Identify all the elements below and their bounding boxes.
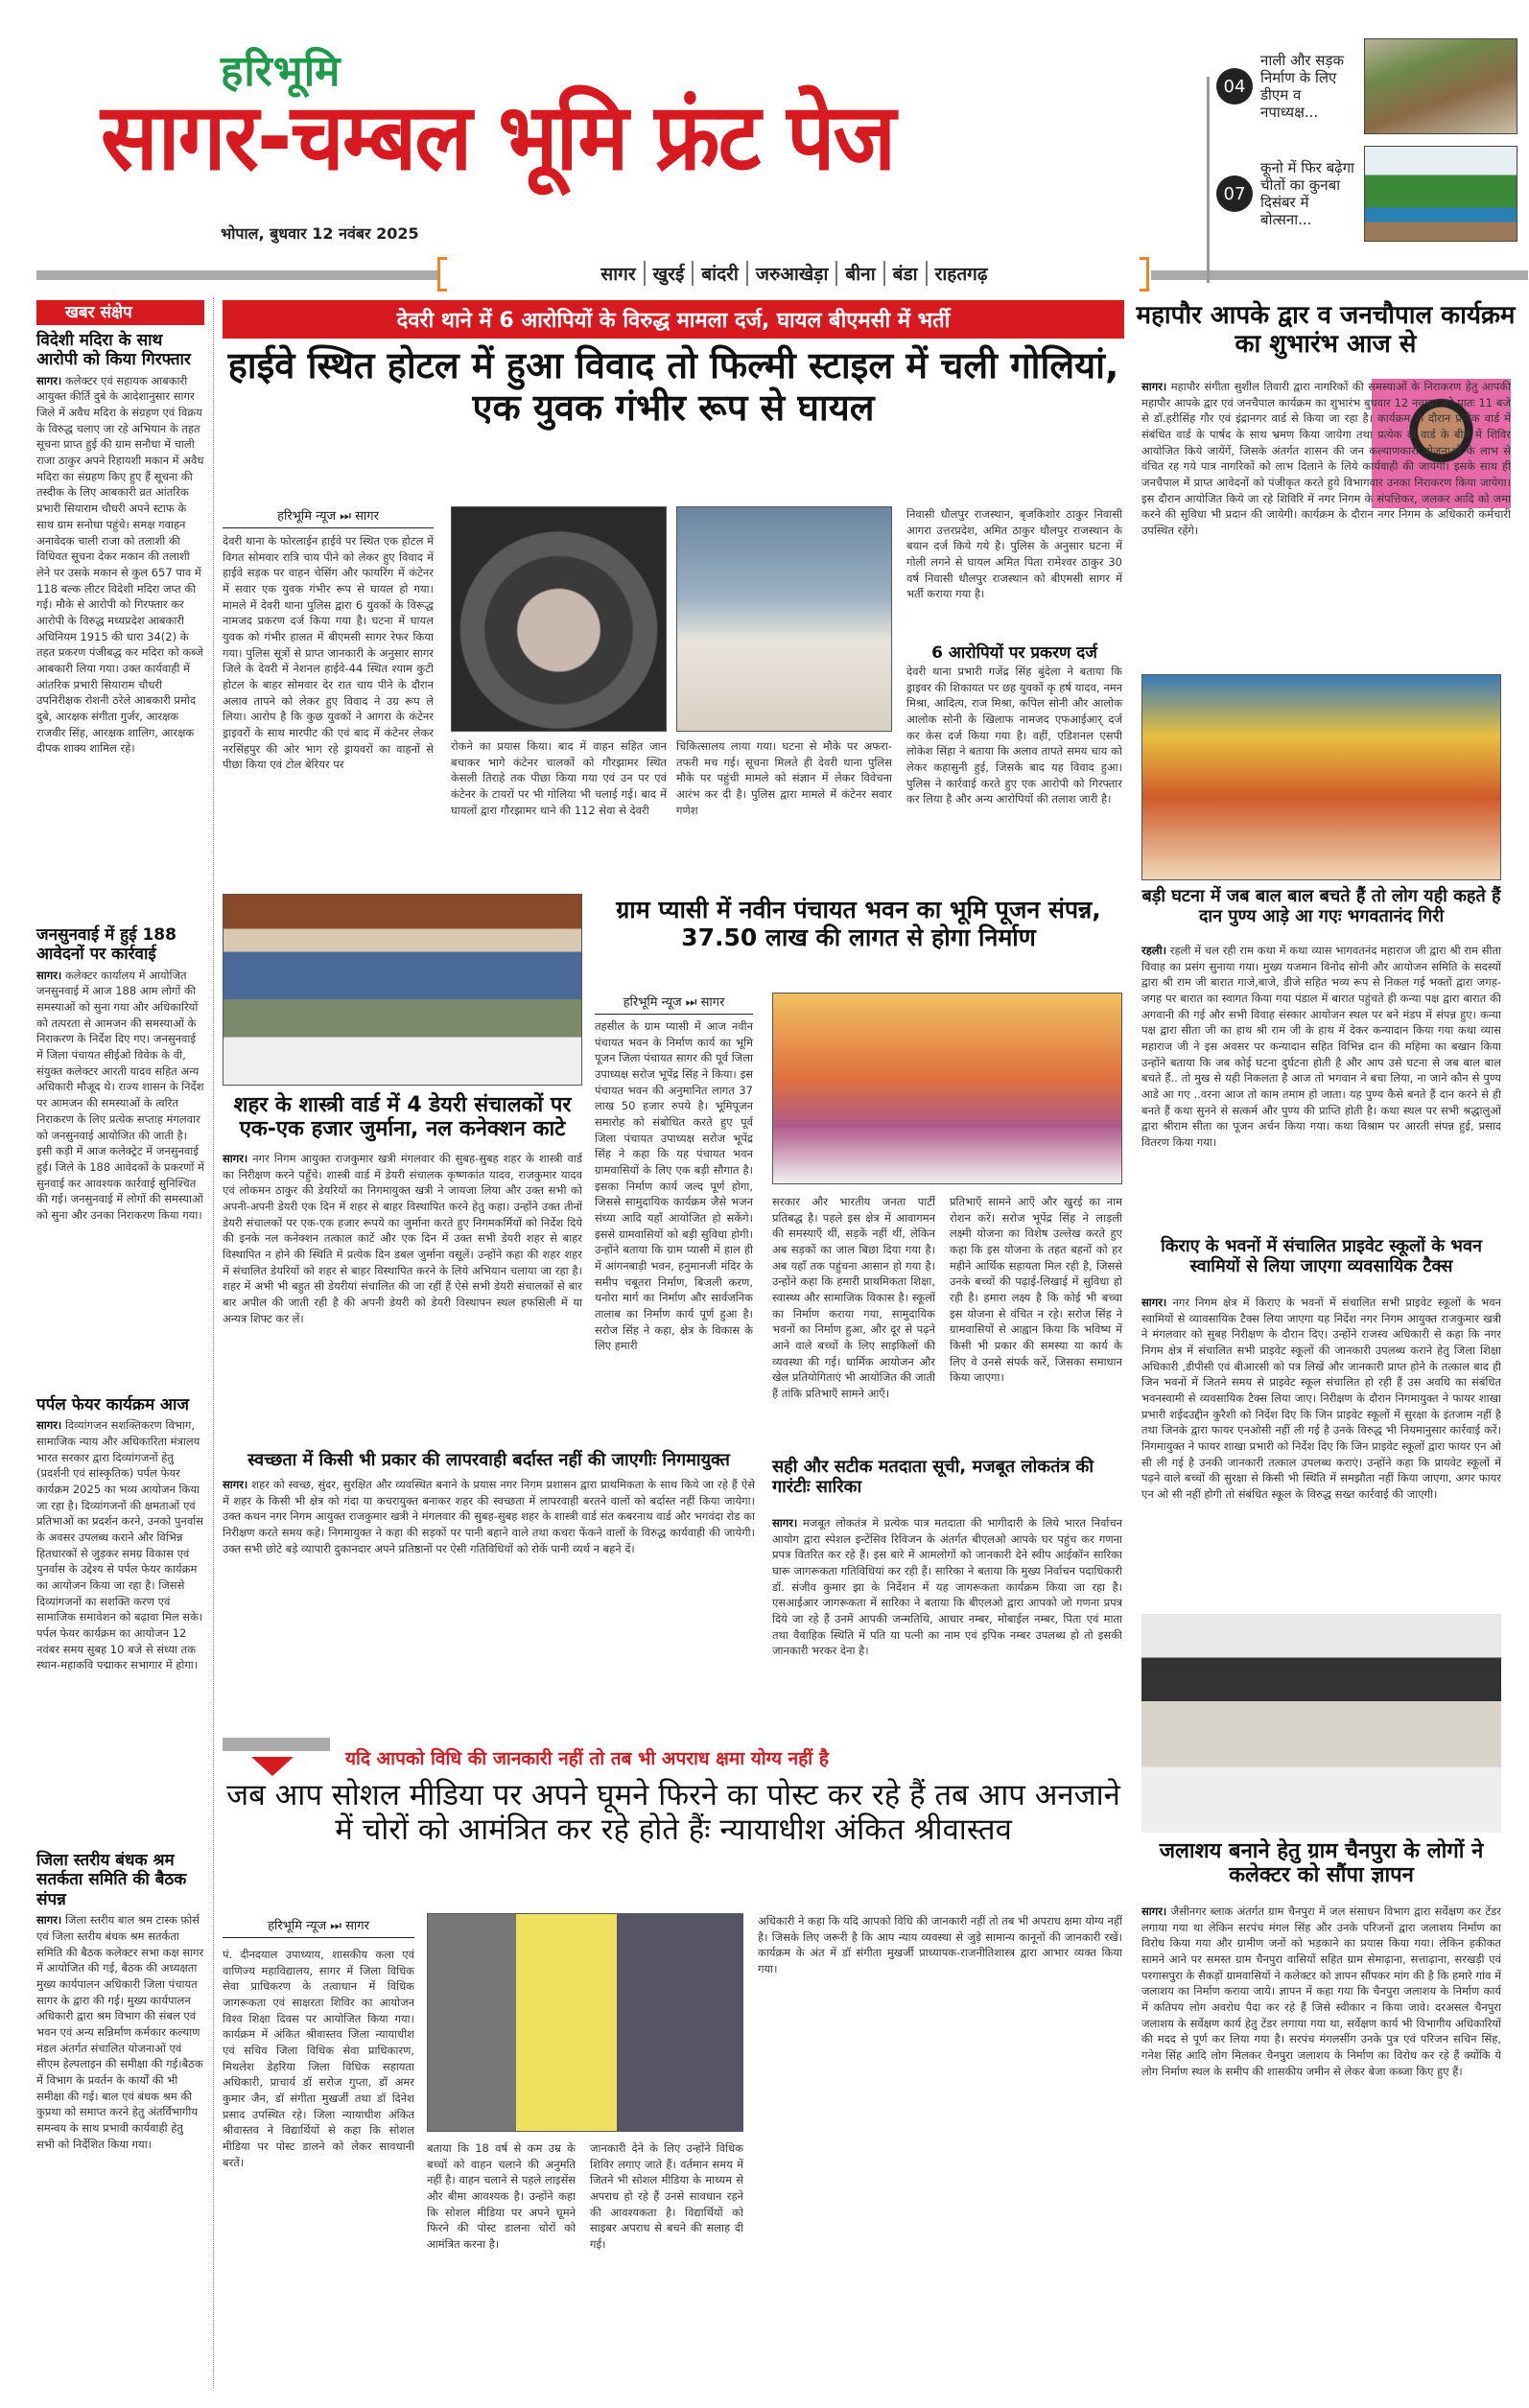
legal-byline: हरिभूमि न्यूज ⏭ सागर <box>223 1916 414 1938</box>
brief-body: सागर। कलेक्टर एवं सहायक आबकारी आयुक्त कीर्ति दुबे के आदेशानुसार सागर जिले में अवैध मदिरा के संग्रहण एवं विक्रय के विरुद्ध चलाए जा रहे अभियान के तहत सूचना प्राप्त हुई की ग्राम सनौधा में चाली राजा ठाकुर अपने रिहायशी मकान में अवैध मदिरा का संग्रहण किए हुए हैं सूचना की तस्दीक के लिए आबकारी व्रत आंतरिक प्रभारी सियाराम चौधरी अपने स्टाफ के साथ ग्राम सनोधा पहुंचे। समक्ष गवाहन अनावेदक चाली राजा को तलाशी की विधिवत सूचना देकर मकान की तलाशी लेने पर उसके मकान से कुल 657 पाव में 118 बल्क लीटर विदेशी मदिरा जप्त की गई। मौके से आरोपी को गिरफ्तार कर आरोपी के विरुद्ध मध्यप्रदेश आबकारी अधिनियम 1915 की धारा 34(2) के तहत प्रकरण पंजीबद्ध कर मदिरा को कब्जे आबकारी लिया गया। उक्त कार्यवाही में आंतरिक प्रभारी सियाराम चौधरी उपनिरीक्षक रोशनी ठरेले आबकारी प्रमोद दुबे, आरक्षक संगीता गुर्जर, आरक्षक राजवीर सिंह, आरक्षक शालिग, आरक्षक दीपक शाक्य शामिल रहे। <box>36 373 204 756</box>
brief-title: पर्पल फेयर कार्यक्रम आज <box>36 1395 190 1414</box>
brief-title: विदेशी मदिरा के साथ आरोपी को किया गिरफ्तार <box>36 331 191 370</box>
nav-link-sagar[interactable]: सागर <box>600 264 636 285</box>
page-number-badge: 04 <box>1216 68 1253 105</box>
swachhta-headline: स्वच्छता में किसी भी प्रकार की लापरवाही बर्दास्त नहीं की जाएगीः निगमायुक्त <box>247 1450 730 1470</box>
brief-bonded-labour <box>36 1851 204 2152</box>
brief-body: सागर। कलेक्टर कार्यालय में आयोजित जनसुनवाई में आज 188 आम लोगों की समस्याओं को सुना गया और अधिकारियों को तत्परता से आमजन की समस्याओं के निराकरण के निर्देश दिए गए। जनसुनवाई में जिला पंचायत सीईओ विवेक के वी, संयुक्त कलेक्टर आरती यादव सहित अन्य अधिकारी मौजूद थे। राज्य शासन के निर्देश पर आमजन की समस्याओं के त्वरित निराकरण के लिए प्रत्येक सप्ताह मंगलवार को जनसुनवाई आयोजित की जाती है। इसी कड़ी में आज कलेक्ट्रेट में जनसुनवाई हुई। जिले के 188 आवेदकों के प्रकरणों में सुनवाई कर आवश्यक कार्रवाई सुनिश्चित की गई। जनसुनवाई में लोगों की समस्याओं को सुना और उनका निराकरण किया गया। <box>36 968 204 1222</box>
mayor-body: सागर। महापौर संगीता सुशील तिवारी द्वारा नागरिकों की समस्याओं के निराकरण हेतु आपकी महापौर आपके द्वार एवं जनचैपाल कार्यक्रम का शुभारंभ बुधवार 12 नवम्बर को प्रातः 11 बजे से डॉ.हरीसिंह गौर एवं इंद्रानगर वार्ड से किया जा रहा है। कार्यक्रम के दौरान प्रत्येक वार्ड में संबंधित वार्ड के पार्षद के साथ भ्रमण किया जायेगा तथा प्रत्येक दो वार्ड के बीच में शिविर आयोजित किये जायेंगें, जिसके अंतर्गत शासन की जन कल्याणकारी योजनाओं के लाभ से वंचित रह गये पात्र नागरिकों को लाभ दिलाने के लिये कार्यवाही की जायेगी। इसके साथ ही जनचैपाल में प्राप्त आवेदनों को पंजीकृत करते हुये विभागवार उनका निराकरण किया जायेगा। इस दौरान आयोजित किये जा रहे शिविरि में नगर निगम के संपत्तिकर, जलकर आदि को जमा करने की सुविधा भी प्रदान की जायेगी। कार्यक्रम के दौरान नगर निगम के अधिकारी कर्मचारी उपस्थित रहेंगे। <box>1141 380 1511 538</box>
teaser-page-07[interactable] <box>1216 146 1517 242</box>
lead-body-col1: देवरी थाना के फोरलाईन हाईवे पर स्थित एक होटल में विगत सोमवार रात्रि चाय पीने को लेकर हुए विवाद में हाईवे सड़क पर वाहन चेसिंग और फायरिंग में कंटेनर में सवार एक युवक गंभीर रूप से घायल हो गया। मामले में देवरी थाना पुलिस द्वारा 6 युवकों के विरूद्ध नामजद प्रकरण दर्ज किया गया है। घटना में घायल युवक को गंभीर हालत में बीएमसी सागर रेफर किया गया। पुलिस सूत्रों से प्राप्त जानकारी के अनुसार सागर जिले के देवरी में नेशनल हाईवे-44 स्थित श्याम कुटी होटल के बाहर सोमवार देर रात चाय पीने के दौरान अलाव तापने को लेकर हुए विवाद ने उग्र रूप ले लिया। आरोप है कि कुछ युवकों ने आगरा के कंटेनर ड्राइवरों के साथ मारपीट की एवं बाद में कंटेनर लेकर नरसिंहपुर की ओर भाग रहे ड्रायवरों का वाहनों से पीछा किया एवं टोल बेरियर पर <box>223 534 434 772</box>
photo-damaged-tyre <box>451 506 667 732</box>
nav-link-jaruakheda[interactable]: जरुआखेड़ा <box>746 261 829 286</box>
legal-body-col3: जानकारी देने के लिए उन्होंने विधिक शिविर लगाए जाते हैं। वर्तमान समय में जितने भी सोशल मीडिया के माध्यम से अपराध हो रहे हैं उनसे सावधान रहने की आवश्यकता है। विद्यार्थियों को साइबर अपराध से बचने की सलाह दी गई। <box>590 2141 743 2252</box>
edition-nav <box>36 257 1475 292</box>
teaser-text: कूनो में फिर बढ़ेगा चीतों का कुनबा दिसंबर में बोत्सना... <box>1260 159 1354 228</box>
dairy-body: सागर। नगर निगम आयुक्त राजकुमार खत्री मंगलवार की सुबह-सुबह शहर के शास्त्री वार्ड का निरीक्षण करने पहुँचे। शास्त्री वार्ड में डेयरी संचालक कृष्णकांत यादव, राजकुमार यादव एवं लोकमन ठाकुर की डेयरियों का निगमायुक्त खत्री ने जायजा लिया और उक्त सभी को अपनी-अपनी डेयरी एक दिन में शहर से बाहर विस्थापित करने हेतु कहा। उन्होंने उक्त तीनों डेयरी संचालकों पर एक-एक हजार रूपये का जुर्माना करते हुए निगमकर्मियों को निर्देश दिये की इनके नल कनेक्शन तत्काल काटें और एक दिन में उक्त सभी डेयरी शहर से बाहर विस्थापित न होने की स्थिति में प्रत्येक दिन डबल जुर्माना वसूलें। उन्होंने कहा की शहर शहर में संचालित डेयरियों को शहर से बाहर विस्थापित करने के लिये अभियान चलाया जा रहा है। शहर में अभी भी बहुत सी डेयरीयां संचालित की जा रहीं हैं ऐसे सभी डेयरी संचालकों से बार बार अपील की जाती रही है की अपनी डेयरी को डेयरी विस्थापन स्थल हफसिली में या अन्यत्र शिफ्ट कर लें। <box>223 1152 582 1325</box>
briefs-section-tag: खबर संक्षेप <box>36 300 204 325</box>
brief-title: जिला स्तरीय बंधक श्रम सतर्कता समिति की बैठक संपन्न <box>36 1851 187 1909</box>
katha-headline: बड़ी घटना में जब बाल बाल बचते हैं तो लोग यही कहते हैं दान पुण्य आड़े आ गएः भगवतानंद गिरी <box>1141 886 1501 926</box>
nav-link-bandri[interactable]: बांदरी <box>692 261 739 286</box>
nav-link-bina[interactable]: बीना <box>835 261 875 286</box>
lead-headline: हाईवे स्थित होटल में हुआ विवाद तो फिल्मी स्टाइल में चली गोलियां, एक युवक गंभीर रूप से घायल <box>227 344 1119 429</box>
dateline: भोपाल, बुधवार 12 नवंबर 2025 <box>221 224 419 243</box>
lead-subhead: 6 आरोपियों पर प्रकरण दर्ज <box>931 643 1097 663</box>
masthead-title: सागर-चम्बल भूमि फ्रंट पेज <box>101 83 895 191</box>
inside-pages-teasers <box>1178 38 1529 249</box>
mayor-headline: महापौर आपके द्वार व जनचौपाल कार्यक्रम का शुभारंभ आज से <box>1136 301 1516 359</box>
legal-body-col2: बताया कि 18 वर्ष से कम उम्र के बच्चों को वाहन चलाने की अनुमति नहीं है। वाहन चलाने से पहले लाइसेंस और बीमा आवश्यक है। उन्होंने कहा कि सोशल मीडिया पर अपने घूमने फिरने की पोस्ट डालना चोरों को आमंत्रित करना है। <box>427 2141 576 2252</box>
lead-kicker: देवरी थाने में 6 आरोपियों के विरुद्ध मामला दर्ज, घायल बीएमसी में भर्ती <box>223 300 1124 339</box>
teaser-photo-road <box>1364 38 1517 134</box>
section-grey-bar <box>223 1738 330 1751</box>
teaser-text: नाली और सड़क निर्माण के लिए डीएम व नपाध्यक्ष... <box>1260 52 1344 121</box>
edition-links <box>459 261 1130 286</box>
dairy-headline: शहर के शास्त्री वार्ड में 4 डेयरी संचालकों पर एक-एक हजार जुर्माना, नल कनेक्शन काटे <box>233 1093 572 1142</box>
teaser-page-04[interactable] <box>1216 38 1517 134</box>
school-tax-headline: किराए के भवनों में संचालित प्राइवेट स्कूलों के भवन स्वामियों से लिया जाएगा व्यवसायिक टैक्स <box>1161 1236 1482 1276</box>
lead-body-col2: रोकने का प्रयास किया। बाद में वाहन सहित जान बचाकर भागे कंटेनर चालकों को गौरझामर स्थित केसली तिराहे तक पीछा किया गया एवं उन पर एवं कंटेनर के टायरों पर भी गोलिया भी चलाई गई। बाद में घायलों द्वारा गौरझामर थाने की 112 सेवा से देवरी <box>451 739 667 817</box>
nav-link-banda[interactable]: बंडा <box>883 261 918 286</box>
panchayat-body-col3: प्रतिभाएँ सामने आएँ और खुरई का नाम रोशन करें। सरोज भूपेंद्र सिंह ने लाड़ली लक्ष्मी योजना का विशेष उल्लेख करते हुए कहा कि इस योजना के तहत बहनों को हर महीने आर्थिक सहायता मिल रही है, जिससे उनके बच्चों की पढ़ाई-लिखाई में सुविधा हो रही है। हमारा लक्ष्य है कि कोई भी बच्चा इस योजना से वंचित न रहे। सरोज सिंह ने ग्रामवासियों से आह्वान किया कि भविष्य में किसी भी प्रकार की समस्या या कार्य के लिए वे उनसे संपर्क करें, जिसका समाधान किया जाएगा। <box>950 1195 1122 1385</box>
reservoir-headline: जलाशय बनाने हेतु ग्राम चैनपुरा के लोगों ने कलेक्टर को सौंपा ज्ञापन <box>1159 1839 1484 1888</box>
photo-injured-man <box>676 506 892 732</box>
brand-logo: हरिभूमि <box>221 47 341 96</box>
lead-body-col4b: देवरी थाना प्रभारी गजेंद्र सिंह बुंदेला ने बताया कि ड्राइवर की शिकायत पर छह युवकों कृ हर्ष यादव, नमन मिश्रा, आदित्य, राज मिश्रा, कपिल सोनी और आलोक आलोक सोनी के खिलाफ नामजद एफआईआर् दर्ज कर केस दर्ज किया गया है। वहीं, एडिशनल एसपी लोकेश सिंहा ने बताया कि अलाव तापते समय चाय को लेकर कहासुनी हुई, जिसके बाद यह विवाद हुआ। पुलिस ने कार्रवाई करते हुए एक आरोपी को गिरफ्तार कर लिया है और अन्य आरोपियों की तलाश जारी है। <box>906 665 1122 807</box>
nav-link-rahatgarh[interactable]: राहतगढ़ <box>926 261 988 286</box>
lead-byline: हरिभूमि न्यूज ⏭ सागर <box>223 506 434 528</box>
legal-body-col1: पं. दीनदयाल उपाध्याय, शासकीय कला एवं वाणिज्य महाविद्यालय, सागर में जिला विधिक सेवा प्राधिकरण के तत्वाधान में विधिक जागरूकता एवं साक्षरता शिविर का आयोजन विश्व शिक्षा दिवस पर आयोजित किया गया। कार्यक्रम में अंकित श्रीवास्तव जिला न्यायाधीश एवं सचिव जिला विधिक सेवा प्राधिकारण, मिथलेश डेहरिया जिला विधिक सहायता अधिकारी, प्राचार्य डॉ सरोज गुप्ता, डॉ अमर कुमार जैन, डॉ संगीता मुखर्जी तथा डॉ दिनेश प्रसाद उपस्थित रहे। जिला न्यायाधीश अंकित श्रीवास्तव ने विद्यार्थियों से कहा कि सोशल मीडिया पर पोस्ट डालने को लेकर सावधानी बरतें। <box>223 1948 414 2169</box>
teaser-photo-kuno-gate <box>1364 146 1517 242</box>
lead-body-col4: निवासी धौलपुर राजस्थान, बृजकिशोर ठाकुर निवासी आगरा उत्तरप्रदेश, अमित ठाकुर धौलपुर राजस्थान के बयान दर्ज किये गये है। पुलिस के अनुसार घटना में गोली लगने से घायल अमित पिता रामेश्वर ठाकुर 30 वर्ष निवासी धौलपुर राजस्थान को बीएमसी सागर में भर्ती कराया गया है। <box>906 507 1122 601</box>
chevron-down-icon <box>251 1757 294 1776</box>
nav-link-khurai[interactable]: खुरई <box>644 261 685 286</box>
brief-purple-fair <box>36 1395 204 1673</box>
brief-body: सागर। जिला स्तरीय बाल श्रम टास्क फ़ोर्स एवं जिला स्तरीय बंधक श्रम सतर्कता समिति की बैठक कलेक्टर सभा कक्ष सागर में आयोजित की गई, बैठक की अध्यक्षता मुख्य कार्यपालन अधिकारी जिला पंचायत सागर के द्वारा की गई। मुख्य कार्यपालन अधिकारी द्वारा श्रम विभाग की संबल एवं भवन एवं अन्य सन्निर्माण कर्मकार कल्याण मंडल अंतर्गत संचालित योजनाओं एवं सीएम हेल्पलाइन की समीक्षा की गई।बैठक में विभाग के प्रवर्तन के कार्यों की भी समीक्षा की गई। बाल एवं बंधक श्रम की कुप्रथा को समाप्त करने हेतु अंतर्विभागीय समन्वय के साथ प्रभावी कार्यवाही हेतु सभी को निर्देशित किया गया। <box>36 1913 204 2151</box>
panchayat-body-col2: सरकार और भारतीय जनता पार्टी प्रतिबद्ध है। पहले इस क्षेत्र में आवागमन की समस्याएँ थीं, सड़कें नहीं थीं, लेकिन अब सड़कों का जाल बिछा दिया गया है। अब यहाँ तक पहुंचना आसान हो गया है। उन्होंने कहा कि हमारी प्राथमिकता शिक्षा, स्वास्थ्य और सामाजिक विकास है। स्कूलों का निर्माण कराया गया, सामुदायिक भवनों का निर्माण हुआ, और दूर से पढ़ने आने वाले बच्चों के लिए साइकिलों की व्यवस्था की गई। धार्मिक आयोजन और खेल प्रतियोगिताएं भी आयोजित की जाती हैं तांकि प्रतिभाएँ सामने आएँ। <box>772 1195 935 1401</box>
brief-jansunvai <box>36 925 204 1224</box>
panchayat-headline: ग्राम प्यासी में नवीन पंचायत भवन का भूमि पूजन संपन्न, 37.50 लाख की लागत से होगा निर्माण <box>616 896 1101 951</box>
nav-rule-left <box>36 270 437 280</box>
legal-headline: जब आप सोशल मीडिया पर अपने घूमने फिरने का पोस्ट कर रहे हैं तब आप अनजाने में चोरों को आमंत्रित कर रहे होते हैंः न्यायाधीश अंकित श्रीवास्तव <box>226 1778 1120 1847</box>
brief-title: जनसुनवाई में हुई 188 आवेदनों पर कार्रवाई <box>36 925 176 965</box>
brief-body: सागर। दिव्यांगजन सशक्तिकरण विभाग, सामाजिक न्याय और अधिकारिता मंत्रालय भारत सरकार द्वारा दिव्यांगजनों हेतु (प्रदर्शनी एवं सांस्कृतिक) पर्पल फेयर कार्यक्रम 2025 का भव्य आयोजन किया जा रहा है। दिव्यांगजनों की क्षमताओं एवं प्रतिभाओं का प्रदर्शन करने, उनको पुनर्वास के अवसर उपलब्ध कराने और विभिन्न हितधारकों से जुड़कर समग्र विकास एवं पुनर्वास के उद्देश्य से पर्पल फेयर कार्यक्रम का आयोजन किया जा रहा है। जिससे दिव्यांगजनों का सशक्ति करण एवं सामाजिक समावेशन को बढ़ावा मिल सके। पर्पल फेयर कार्यक्रम का आयोजन 12 नवंबर समय सुबह 10 बजे से संध्या तक स्थान-महाकवि पद्माकर सभागार में होगा। <box>36 1418 203 1672</box>
nav-bracket-right <box>1140 257 1149 292</box>
photo-dairy-inspection <box>223 894 582 1086</box>
column-divider <box>213 297 214 2388</box>
voter-headline: सही और सटीक मतदाता सूची, मजबूत लोकतंत्र की गारंटीः सारिका <box>772 1457 1094 1497</box>
photo-legal-camp <box>427 1913 743 2132</box>
page-number-badge: 07 <box>1216 175 1253 212</box>
panchayat-body-col1: तहसील के ग्राम प्यासी में आज नवीन पंचायत भवन के निर्माण कार्य का भूमि पूजन जिला पंचायत सागर की पूर्व जिला उपाध्यक्ष सरोज भूपेंद्र सिंह ने किया। इस पंचायत भवन की अनुमानित लागत 37 लाख 50 हजार रुपये है। भूमिपूजन समारोह को संबोधित करते हुए पूर्व जिला पंचायत उपाध्यक्ष सरोज भूपेंद्र सिंह ने कहा कि यह पंचायत भवन ग्रामवासियों के लिए एक बड़ी सौगात है। इसका निर्माण कार्य जल्द पूर्ण होगा, जिससे सामुदायिक कार्यक्रम जैसे भजन संध्या आदि यहाँ आयोजित हो सकेंगे। इससे ग्रामवासियों को बड़ी सुविधा होगी। उन्होंने बताया कि ग्राम प्यासी में हाल ही में आंगनबाड़ी भवन, हनुमानजी मंदिर के समीप चबूतरा निर्माण, बिजली करण, धनोरा मार्ग का निर्माण और सार्वजनिक तालाब का निर्माण कार्य पूर्ण हुआ है। सरोज सिंह ने कहा, क्षेत्र के विकास के लिए हमारी <box>595 1019 753 1353</box>
school-tax-body: सागर। नगर निगम क्षेत्र में किराए के भवनों में संचालित सभी प्राइवेट स्कूलों के भवन स्वामियों से व्यावसायिक टैक्स लिया जाएगा यह निर्देश नगर निगम आयुक्त राजकुमार खत्री ने मंगलवार को सुबह निरीक्षण के दौरान दिए। उन्होंने राजस्व अधिकारी से कहा कि नगर निगम क्षेत्र में संचालित सभी प्राइवेट स्कूलों की जानकारी उपलब्ध कराने हेतु जिला शिक्षा अधिकारी ,डीपीसी एवं बीआरसी को पत्र लिखें और जानकारी प्राप्त होने के तत्काल बाद ही जिन भवनों में जितने समय से प्राइवेट स्कूल संचालित हो रही हैं उस अवधि का संबंधित भवनस्वामी से व्यवसायिक टैक्स लिया जाए। निरीक्षण के दौरान निगमायुक्त ने फायर शाखा प्रभारी शईदउद्दीन कुरैशी को निर्देश दिए कि जिन प्राइवेट स्कूलों में सुरक्षा के इंतजाम नहीं है तथा जिनके द्वारा फायर एनओसी नहीं ली गई है उनके विरुद्ध भी नियमानुसार कार्रवाई करें। निगमायुक्त ने फायर शाखा प्रभारी को निर्देश दिए कि जिन प्राइवेट स्कूलों द्वारा फायर एन ओ सी ली गई है उनकी जानकारी तत्काल उपलब्ध कराएं। उन्होंने कहा कि प्रायवेट स्कूलों में पढ़ने वाले बच्चों की सुरक्षा से किसी भी स्थिति में समझौता नहीं किया जाएगा, अगर फायर एन ओ सी नहीं होगी तो संबंधित स्कूल के विरुद्ध सख्त कार्रवाई की जाएगी। <box>1141 1296 1501 1502</box>
panchayat-byline: हरिभूमि न्यूज ⏭ सागर <box>595 993 753 1015</box>
legal-body-col4: अधिकारी ने कहा कि यदि आपको विधि की जानकारी नहीं तो तब भी अपराध क्षमा योग्य नहीं है। जिसके लिए जरूरी है कि आप न्याय व्यवस्था से जुड़े सामान्य कानूनों की जानकारी रखें। कार्यक्रम के अंत में डॉ संगीता मुखर्जी प्राध्यापक-राजनीतिशास्त्र द्वारा आभार व्यक्त किया गया। <box>758 1914 1122 1976</box>
swachhta-body: सागर। शहर को स्वच्छ, सुंदर, सुरक्षित और व्यवस्थित बनाने के प्रयास नगर निगम प्रशासन द्वारा प्राथमिकता के साथ किये जा रहे हैं ऐसे में शहर के किसी भी क्षेत्र को गंदा या कचरायुक्त बनाकर शहर की स्वच्छता में लापरवाही बरतने वालों को बर्दास्त नहीं किया जायेगा। उक्त कथन नगर निगम आयुक्त राजकुमार खत्री ने मंगलवार की सुबह-सुबह शहर के शास्त्री वार्ड संत कबरनाथ वार्ड और भगवंदा रोड का निरीक्षण करते समय कहे। निगमायुक्त ने कहा की सड़कों पर पानी बहाने वाले तथा कचरा फेंकने वालों के विरुद्ध कार्यवाही की जायेगी। उक्त सभी छोटे बड़े व्यापारी दुकानदार अपने प्रतिष्ठानों पर ऐसी गतिविधियों को रोकें पानी व्यर्थ न बहने दें। <box>223 1478 755 1555</box>
nav-bracket-left <box>437 257 447 292</box>
photo-bhoomi-pujan-stage <box>772 993 1122 1184</box>
katha-body: रहली। रहली में चल रही राम कथा में कथा व्यास भागवतनंद महाराज जी द्वारा श्री राम सीता विवाह का प्रसंग सुनाया गया। मुख्य यजमान विनोद सोनी और आयोजन समिति के सदस्यों द्वारा श्री राम जी बारात गाजे,बाजे, डीजे सहित भव्य रूप से निकल गई भक्तों द्वारा जगह-जगह पर बारात का स्वागत किया गया पंडाल में बारात पहुंचते ही कन्या पक्ष द्वारा बारात की अगवानी की गई और सभी विवाह संस्कार आयोजन स्थल पर बने मंडप में संपन्न हुए। कन्या पक्ष द्वारा सीता जी का हाथ श्री राम जी के हाथ में देकर कन्यादान किया गया कथा व्यास महाराज जी ने इस अवसर पर कन्यादान सहित विभिन्न दान की महिमा का बखान किया उन्होंने बताया कि जब कोई घटना दुर्घटना होती है और आप उसे घटना से जब बाल बाल बचते हैं.. तो मुख से यही निकलता है आज तो भगवान ने बचा लिया, ना जाने कौन से पुण्य आडे आ गए ..वरना आज तो काम तमाम हो जाता। यह पुण्य कैसे बनते हैं दान करने से ही बनते हैं कथा सुनने से सत्कर्म और पुण्य की प्राप्ति होती है। कथा स्थल पर सभी श्रद्धालुओं द्वारा श्रीराम सीता का पूजन अर्चन किया गया। कथा विश्राम पर आरती संपन्न हुई, प्रसाद वितरण किया गया। <box>1141 944 1501 1150</box>
teaser-divider <box>1207 77 1210 283</box>
lead-body-col3: चिकित्सालय लाया गया। घटना से मौके पर अफरा-तफरी मच गई। सूचना मिलते ही देवरी थाना पुलिस मौके पर पहुंची मामले को संज्ञान में लेकर विवेचना आरंभ कर दी है। पुलिस द्वारा मामले में कंटेनर सवार गणेश <box>676 739 892 817</box>
photo-memorandum-villagers <box>1141 1614 1501 1833</box>
brief-liquor-arrest <box>36 331 204 757</box>
reservoir-body: सागर। जैसीनगर ब्लाक अंतर्गत ग्राम चैनपुरा में जल संसाधन विभाग द्वारा सर्वेक्षण कर टेंडर लगाया गया था लेकिन सरपंच मंगल सिंह और उनके परिजनों द्वारा जलाशय निर्माण का विरोध किया गया और ग्रामीण जनों को भड़काने का प्रयास किया गया। लेकिन हकीकत सामने आने पर समस्त ग्राम चैनपुरा वासियों सहित ग्राम सेमाढ़ाना, सत्ताढ़ाना, सरखड़ी एवं परगासपुरा के सैकड़ों ग्रामवासियों ने कलेक्टर को ज्ञापन सौंपकर मांग की है कि हमारे गांव में जलाशय का निर्माण कराया जाये। ज्ञापन में कहा गया कि चैनपुरा जलाशय के निर्माण कार्य में कतिपय लोग अवरोध पैदा कर रहे हैं जिसे स्वीकार न किया जावे। दरअसल चैनपुरा जलाशय के सर्वेक्षण कार्य हेतु टेंडर लगाया गया था, सर्वेक्षण कार्य भी विभागीय अधिकारियों की मदद से पूर्ण कर लिया गया है। सरपंच मंगलसींग उनके पुत्र एवं परिजन सचिन सिंह, गनेश सिंह आदि लोग मिलकर चैनपुरा जलाशय के निर्माण का विरोध कर रहे हैं क्योंकि ये लोग निर्माण स्थल के समीप की शासकीय जमीन से लेकर बेजा कब्जा किए हुए हैं। <box>1141 1905 1501 2078</box>
voter-body: सागर। मजबूत लोकतंत्र मे प्रत्येक पात्र मतदाता की भागीदारी के लिये भारत निर्वाचन आयोग द्वारा स्पेशल इन्टेंसिव रिविजन के अंतर्गत बीएलओ आपके घर पहुंच कर गणना प्रपत्र वितरित कर रहे हैं। इस बारे में आमलोगों को जानकारी देने स्वीप आईकॉन सारिका घारू जागरूकता गतिविधियां कर रही हैं। सारिका ने बताया कि मुख्य निर्वाचन पदाधिकारी डॉ. संजीव कुमार झा के निर्देशन में यह जागरूकता कार्यक्रम किया जा रहा है। एसआईआर जागरूकता में सारिका ने बताया कि बीएलओ द्वारा आपको जो गणना प्रपत्र दिये जा रहे हैं उनमें आपकी जन्मतिथि, आधार नम्बर, मोबाईल नम्बर, पिता एवं माता तथा वैवाहिक स्थिति में पति या पत्नी का नाम एवं इपिक नम्बर उपलब्ध हो तो इसकी जानकारी भरकर देना है। <box>772 1516 1122 1658</box>
legal-kicker: यदि आपको विधि की जानकारी नहीं तो तब भी अपराध क्षमा योग्य नहीं है <box>345 1748 829 1769</box>
photo-ram-katha <box>1141 674 1501 880</box>
